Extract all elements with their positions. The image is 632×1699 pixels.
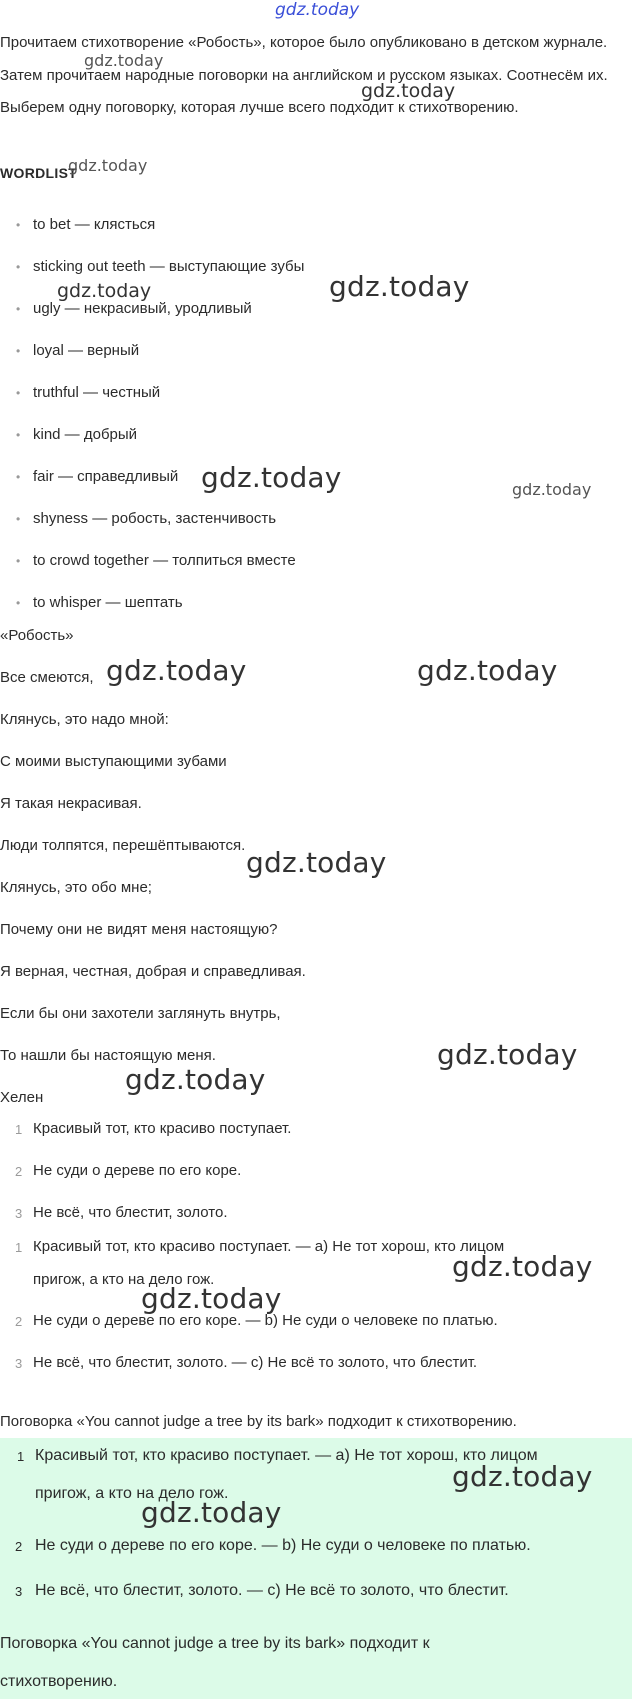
bullet-icon: • bbox=[16, 218, 21, 232]
list-item: to bet — клясться bbox=[33, 216, 156, 233]
match-item: Не суди о дереве по его коре. — b) Не суди о человеке по платью. bbox=[33, 1312, 498, 1329]
poem-line: Я верная, честная, добрая и справедливая. bbox=[0, 963, 306, 980]
watermark: gdz.today bbox=[361, 80, 456, 102]
answer-match-item: Красивый тот, кто красиво поступает. — a) Не тот хорош, кто лицом bbox=[35, 1447, 538, 1464]
list-number: 3 bbox=[15, 1206, 23, 1221]
wordlist-heading: WORDLIST bbox=[0, 165, 78, 181]
list-item: shyness — робость, застенчивость bbox=[33, 510, 277, 527]
watermark: gdz.today bbox=[452, 1250, 593, 1283]
poem-line: Клянусь, это обо мне; bbox=[0, 879, 152, 896]
match-item: Не всё, что блестит, золото. — c) Не всё то золото, что блестит. bbox=[33, 1354, 478, 1371]
intro-paragraph: Прочитаем стихотворение «Робость», которое было опубликовано в детском журнале. Затем прочитаем народные поговорки на английском и русском языках. Соотнесём их. Выберем одну поговорку, которая лучше всего подходит к стихотворению. bbox=[0, 34, 608, 116]
poem-line: Я такая некрасивая. bbox=[0, 795, 142, 812]
answer-match-item: Не суди о дереве по его коре. — b) Не суди о человеке по платью. bbox=[35, 1537, 531, 1554]
conclusion: Поговорка «You cannot judge a tree by its bark» подходит к стихотворению. bbox=[0, 1413, 517, 1430]
list-item: ugly — некрасивый, уродливый bbox=[33, 300, 252, 317]
list-number: 2 bbox=[15, 1314, 23, 1329]
list-number: 3 bbox=[15, 1356, 23, 1371]
bullet-icon: • bbox=[16, 344, 21, 358]
watermark: gdz.today bbox=[246, 846, 387, 879]
bullet-icon: • bbox=[16, 260, 21, 274]
list-number: 2 bbox=[15, 1539, 23, 1554]
bullet-icon: • bbox=[16, 302, 21, 316]
bullet-icon: • bbox=[16, 428, 21, 442]
poem-line: То нашли бы настоящую меня. bbox=[0, 1047, 216, 1064]
list-number: 2 bbox=[15, 1164, 23, 1179]
watermark: gdz.today bbox=[106, 654, 247, 687]
watermark: gdz.today bbox=[201, 461, 342, 494]
watermark: gdz.today bbox=[512, 480, 592, 499]
watermark: gdz.today bbox=[417, 654, 558, 687]
proverb-item: Не всё, что блестит, золото. bbox=[33, 1204, 228, 1221]
bullet-icon: • bbox=[16, 470, 21, 484]
answer-match-item-cont: пригож, а кто на дело гож. bbox=[35, 1485, 229, 1502]
watermark: gdz.today bbox=[141, 1282, 282, 1315]
bullet-icon: • bbox=[16, 386, 21, 400]
match-item: Красивый тот, кто красиво поступает. — a) Не тот хорош, кто лицом bbox=[33, 1238, 505, 1255]
proverb-item: Не суди о дереве по его коре. bbox=[33, 1162, 242, 1179]
answer-match-item: Не всё, что блестит, золото. — c) Не всё то золото, что блестит. bbox=[35, 1582, 509, 1599]
bullet-icon: • bbox=[16, 596, 21, 610]
poem-line: Почему они не видят меня настоящую? bbox=[0, 921, 278, 938]
list-number: 1 bbox=[15, 1122, 23, 1137]
watermark: gdz.today bbox=[329, 270, 470, 303]
watermark: gdz.today bbox=[141, 1496, 282, 1529]
watermark: gdz.today bbox=[437, 1038, 578, 1071]
watermark: gdz.today bbox=[125, 1063, 266, 1096]
list-item: kind — добрый bbox=[33, 426, 138, 443]
poem-line: Все смеются, bbox=[0, 669, 94, 686]
list-number: 3 bbox=[15, 1584, 23, 1599]
match-item-cont: пригож, а кто на дело гож. bbox=[33, 1271, 215, 1288]
watermark-top: gdz.today bbox=[275, 0, 360, 20]
list-item: sticking out teeth — выступающие зубы bbox=[33, 258, 305, 275]
bullet-icon: • bbox=[16, 512, 21, 526]
bullet-icon: • bbox=[16, 554, 21, 568]
list-item: to whisper — шептать bbox=[33, 594, 183, 611]
list-number: 1 bbox=[15, 1240, 23, 1255]
watermark: gdz.today bbox=[68, 156, 148, 175]
list-item: to crowd together — толпиться вместе bbox=[33, 552, 296, 569]
watermark: gdz.today bbox=[452, 1460, 593, 1493]
list-item: truthful — честный bbox=[33, 384, 161, 401]
list-item: loyal — верный bbox=[33, 342, 140, 359]
poem-line: Клянусь, это надо мной: bbox=[0, 711, 169, 728]
poem-line: Люди толпятся, перешёптываются. bbox=[0, 837, 246, 854]
list-item: fair — справедливый bbox=[33, 468, 179, 485]
proverb-item: Красивый тот, кто красиво поступает. bbox=[33, 1120, 292, 1137]
watermark: gdz.today bbox=[57, 280, 152, 302]
answer-conclusion-cont: стихотворению. bbox=[0, 1673, 118, 1690]
list-number: 1 bbox=[17, 1449, 25, 1464]
poem-line: С моими выступающими зубами bbox=[0, 753, 227, 770]
poem-line: Если бы они захотели заглянуть внутрь, bbox=[0, 1005, 281, 1022]
poem-title: «Робость» bbox=[0, 627, 74, 644]
watermark: gdz.today bbox=[84, 51, 164, 70]
poem-author: Хелен bbox=[0, 1089, 44, 1106]
answer-conclusion: Поговорка «You cannot judge a tree by its bark» подходит к bbox=[0, 1635, 430, 1652]
